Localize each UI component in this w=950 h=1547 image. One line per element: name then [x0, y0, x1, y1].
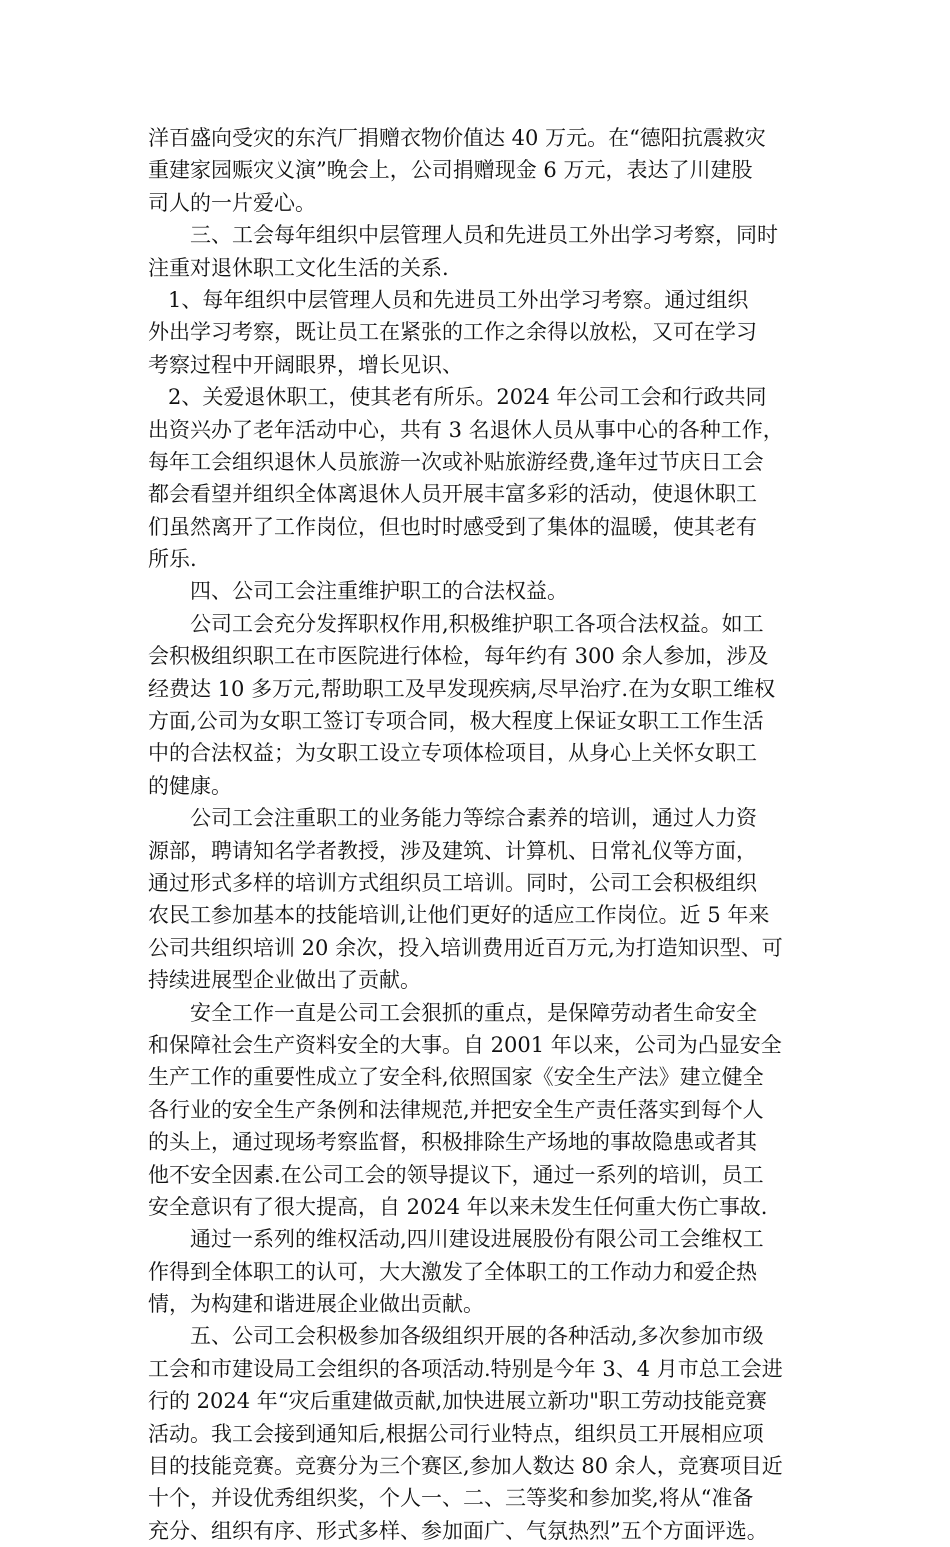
text-line: 会积极组织职工在市医院进行体检，每年约有 300 余人参加，涉及 — [148, 644, 769, 669]
text-line: 源部，聘请知名学者教授，涉及建筑、计算机、日常礼仪等方面， — [148, 838, 757, 863]
section-heading-5: 五、公司工会积极参加各级组织开展的各种活动,多次参加市级 — [190, 1324, 764, 1349]
text-line: 公司工会注重职工的业务能力等综合素养的培训，通过人力资 — [190, 806, 757, 831]
text-line: 外出学习考察，既让员工在紧张的工作之余得以放松，又可在学习 — [148, 320, 757, 345]
section-heading-3: 三、工会每年组织中层管理人员和先进员工外出学习考察，同时 — [190, 223, 778, 248]
text-line: 洋百盛向受灾的东汽厂捐赠衣物价值达 40 万元。在“德阳抗震救灾 — [148, 126, 766, 150]
text-line: 公司共组织培训 20 余次，投入培训费用近百万元,为打造知识型、可 — [148, 935, 783, 960]
text-line: 通过一系列的维权活动,四川建设进展股份有限公司工会维权工 — [190, 1227, 764, 1252]
text-line: 所乐. — [148, 547, 197, 572]
text-line: 生产工作的重要性成立了安全科,依照国家《安全生产法》建立健全 — [148, 1065, 764, 1090]
text-line: 目的技能竞赛。竞赛分为三个赛区,参加人数达 80 余人，竞赛项目近 — [148, 1454, 783, 1479]
text-line: 出资兴办了老年活动中心，共有 3 名退休人员从事中心的各种工作， — [148, 417, 784, 442]
text-line: 各行业的安全生产条例和法律规范,并把安全生产责任落实到每个人 — [148, 1097, 764, 1122]
text-line: 十个，并设优秀组织奖，个人一、二、三等奖和参加奖,将从“准备 — [148, 1486, 754, 1511]
text-line: 中的合法权益；为女职工设立专项体检项目，从身心上关怀女职工 — [148, 741, 757, 766]
document-body — [148, 122, 828, 1547]
text-line: 重建家园赈灾义演”晚会上，公司捐赠现金 6 万元，表达了川建股 — [148, 158, 753, 183]
text-line: 充分、组织有序、形式多样、参加面广、气氛热烈”五个方面评选。 — [148, 1518, 768, 1543]
text-line: 公司工会充分发挥职权作用,积极维护职工各项合法权益。如工 — [190, 611, 764, 636]
text-line: 农民工参加基本的技能培训,让他们更好的适应工作岗位。近 5 年来 — [148, 903, 770, 928]
text-line: 都会看望并组织全体离退休人员开展丰富多彩的活动，使退休职工 — [148, 482, 757, 507]
text-line: 注重对退休职工文化生活的关系. — [148, 255, 449, 280]
text-line: 行的 2024 年“灾后重建做贡献,加快进展立新功"职工劳动技能竞赛 — [148, 1389, 767, 1414]
text-line: 活动。我工会接到通知后,根据公司行业特点，组织员工开展相应项 — [148, 1421, 764, 1446]
text-line: 2、关爱退休职工，使其老有所乐。2024 年公司工会和行政共同 — [168, 385, 767, 410]
text-line: 的健康。 — [148, 773, 232, 798]
text-line: 司人的一片爱心。 — [148, 190, 316, 215]
text-line: 每年工会组织退休人员旅游一次或补贴旅游经费,逢年过节庆日工会 — [148, 449, 764, 474]
text-line: 安全工作一直是公司工会狠抓的重点，是保障劳动者生命安全 — [190, 1000, 757, 1025]
text-line: 工会和市建设局工会组织的各项活动.特别是今年 3、4 月市总工会进 — [148, 1356, 783, 1381]
text-line: 的头上，通过现场考察监督，积极排除生产场地的事故隐患或者其 — [148, 1130, 757, 1155]
text-line: 持续进展型企业做出了贡献。 — [148, 968, 421, 993]
text-line: 考察过程中开阔眼界，增长见识、 — [148, 352, 463, 377]
section-heading-4: 四、公司工会注重维护职工的合法权益。 — [190, 579, 568, 604]
text-line: 他不安全因素.在公司工会的领导提议下，通过一系列的培训，员工 — [148, 1162, 764, 1187]
text-line: 情，为构建和谐进展企业做出贡献。 — [148, 1292, 484, 1317]
text-line: 方面,公司为女职工签订专项合同，极大程度上保证女职工工作生活 — [148, 709, 764, 734]
text-line: 们虽然离开了工作岗位，但也时时感受到了集体的温暖，使其老有 — [148, 514, 757, 539]
text-line: 和保障社会生产资料安全的大事。自 2001 年以来，公司为凸显安全 — [148, 1032, 782, 1057]
text-line: 1、每年组织中层管理人员和先进员工外出学习考察。通过组织 — [168, 287, 749, 312]
text-line: 作得到全体职工的认可，大大激发了全体职工的工作动力和爱企热 — [148, 1259, 757, 1284]
text-line: 安全意识有了很大提高，自 2024 年以来未发生任何重大伤亡事故. — [148, 1194, 768, 1219]
text-line: 通过形式多样的培训方式组织员工培训。同时，公司工会积极组织 — [148, 870, 757, 895]
text-line: 经费达 10 多万元,帮助职工及早发现疾病,尽早治疗.在为女职工维权 — [148, 676, 776, 701]
